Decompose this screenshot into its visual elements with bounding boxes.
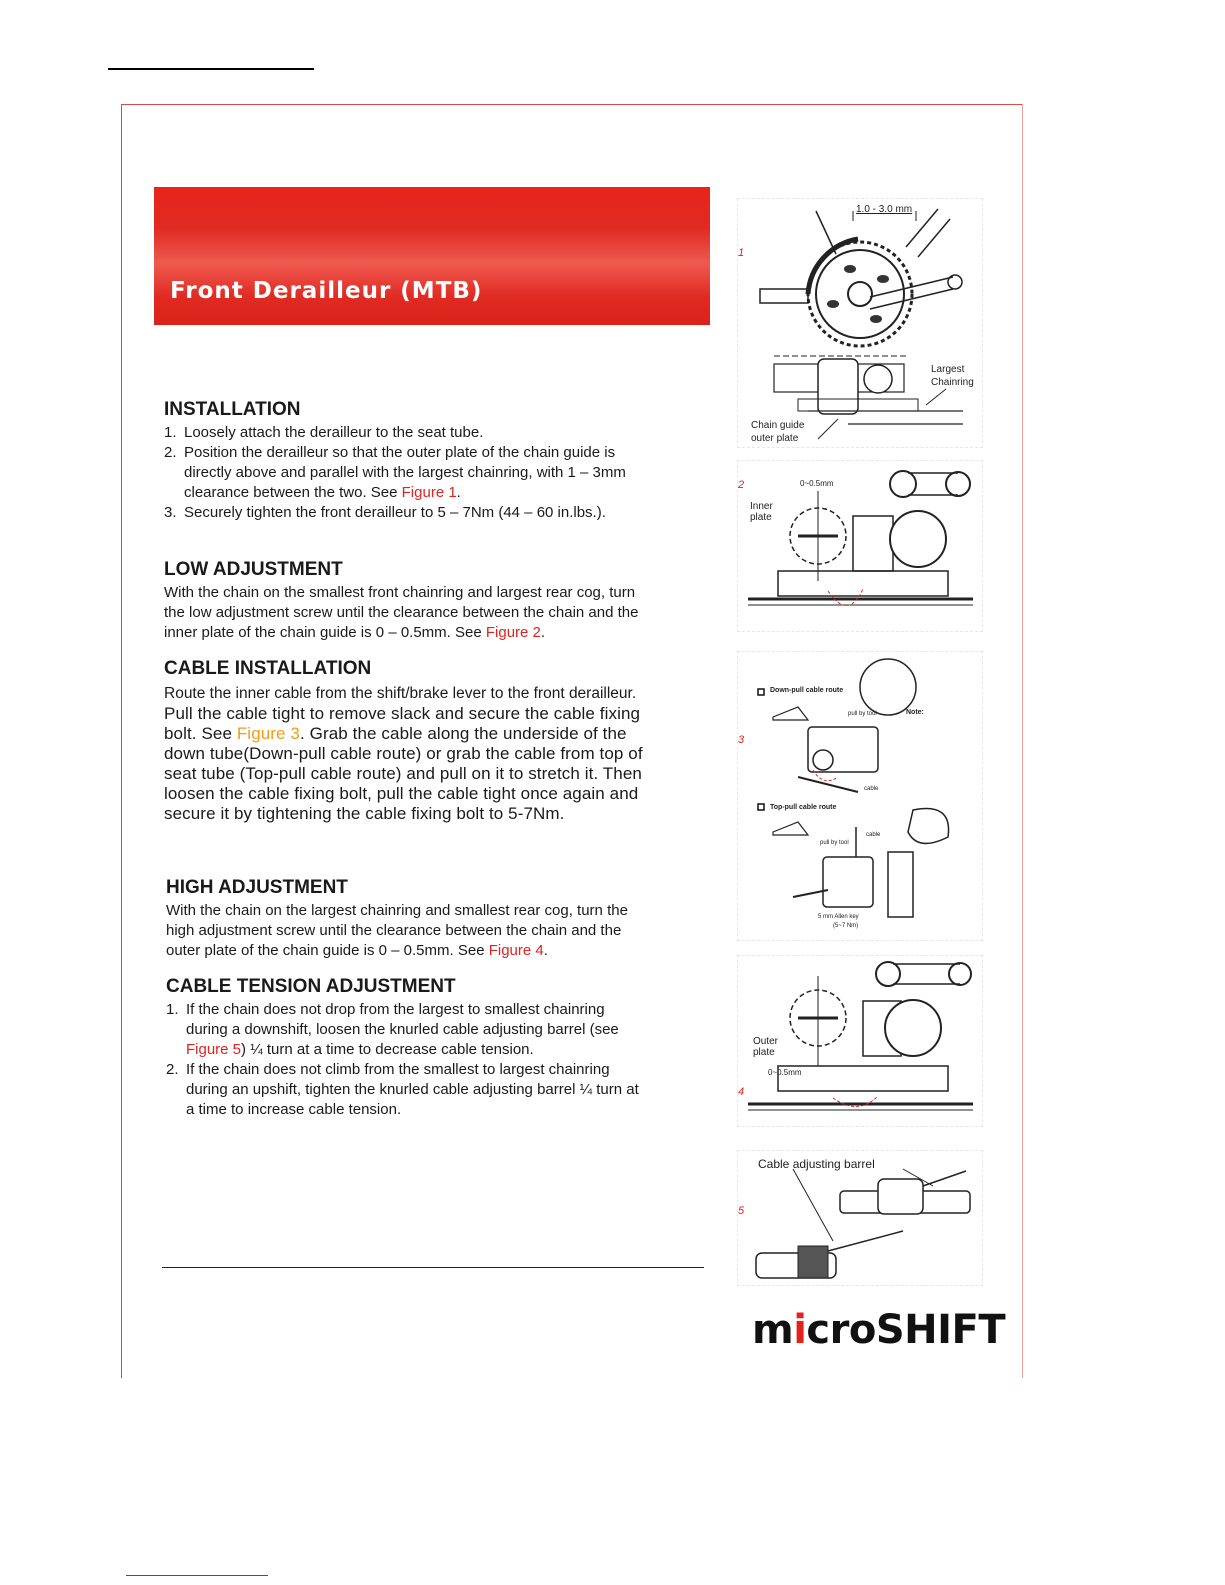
figure-number: 5 (738, 1205, 745, 1217)
top-rule (108, 68, 314, 70)
cable-tension-section (166, 976, 711, 1120)
figure-1-illustration (738, 199, 982, 447)
cable-installation-section: CABLE INSTALLATION Route the inner cable from the shift/brake lever to the front derailleur. Pull the cable tight to remove slack and secure the cable fixing bolt. See Figure 3. Grab the cable along the underside of the down tube(Down-pull cable route) or grab the cable from top of seat tube (Top-pull cable route) and pull on it to stretch it. Then loosen the cable fixing bolt, pull the cable tight once again and secure it by tightening the cable fixing bolt to 5-7Nm. (164, 658, 709, 824)
figure-3-link[interactable]: Figure 3 (236, 724, 300, 743)
microshift-logo: microSHIFT (752, 1307, 1006, 1353)
figure-5: 5 Cable adjusting barrel (737, 1150, 983, 1286)
figure-1-link[interactable]: Figure 1 (401, 484, 457, 501)
cable-tension-list (166, 1000, 711, 1120)
bottom-rule (126, 1575, 268, 1576)
figure-2-link[interactable]: Figure 2 (485, 624, 541, 641)
figure-number: 3 (738, 734, 745, 746)
frame-right-border (1022, 104, 1023, 1378)
figure-3: 3 Down-pull cable route pull by tool Note: cable Top-pull cable route pull by tool cable 5 mm Allen key (5~7 Nm) (737, 651, 983, 941)
frame-left-border (121, 104, 122, 1378)
figure-4-link[interactable]: Figure 4 (488, 942, 544, 959)
list-item: 3. Securely tighten the front derailleur to 5 – 7Nm (44 – 60 in.lbs.). (164, 504, 606, 521)
figure-number: 4 (738, 1086, 745, 1098)
installation-list (164, 423, 709, 523)
frame-top-border (121, 104, 1023, 105)
high-adjustment-heading: HIGH ADJUSTMENT (166, 877, 348, 898)
figure-1: 1 1.0 - 3.0 mm Largest Chainring Chain guide outer plate (737, 198, 983, 448)
figure-3-illustration (738, 652, 982, 940)
low-adjustment-section: LOW ADJUSTMENT With the chain on the smallest front chainring and largest rear cog, turn the low adjustment screw until the clearance between the chain and the inner plate of the chain guide is 0 – 0.5mm. See Figure 2. (164, 559, 709, 643)
low-adjustment-heading: LOW ADJUSTMENT (164, 559, 343, 580)
clearance-label: 1.0 - 3.0 mm (856, 204, 913, 215)
installation-section (164, 399, 709, 523)
section-divider (162, 1267, 704, 1268)
high-adjustment-section: HIGH ADJUSTMENT With the chain on the largest chainring and smallest rear cog, turn the high adjustment screw until the clearance between the chain and the outer plate of the chain guide is 0 – 0.5mm. See Figure 4. (166, 877, 711, 961)
figure-5-illustration (738, 1151, 982, 1285)
list-item: 1. If the chain does not drop from the largest to smallest chainring during a downshift, loosen the knurled cable adjusting barrel (see Figure 5) ¼ turn at a time to decrease cable tension. (166, 1001, 619, 1058)
figure-5-link[interactable]: Figure 5 (186, 1041, 242, 1058)
figure-2: 2 0~0.5mm Inner plate (737, 460, 983, 632)
figure-number: 1 (738, 247, 745, 259)
cable-installation-heading: CABLE INSTALLATION (164, 658, 372, 679)
installation-heading: INSTALLATION (164, 399, 301, 420)
figure-4: 4 Outer plate 0~0.5mm (737, 955, 983, 1127)
figure-2-illustration (738, 461, 982, 631)
list-item: 1. Loosely attach the derailleur to the seat tube. (164, 424, 484, 441)
title-banner (154, 187, 710, 325)
figure-number: 2 (738, 479, 745, 491)
page-title: Front Derailleur (MTB) (170, 278, 483, 304)
list-item: 2. Position the derailleur so that the outer plate of the chain guide is directly above and parallel with the largest chainring, with 1 – 3mm clearance between the two. See Figure 1. (164, 444, 626, 501)
list-item: 2. If the chain does not climb from the smallest to largest chainring during an upshift, tighten the knurled cable adjusting barrel ¼ turn at a time to increase cable tension. (166, 1061, 639, 1118)
cable-tension-heading: CABLE TENSION ADJUSTMENT (166, 976, 456, 997)
